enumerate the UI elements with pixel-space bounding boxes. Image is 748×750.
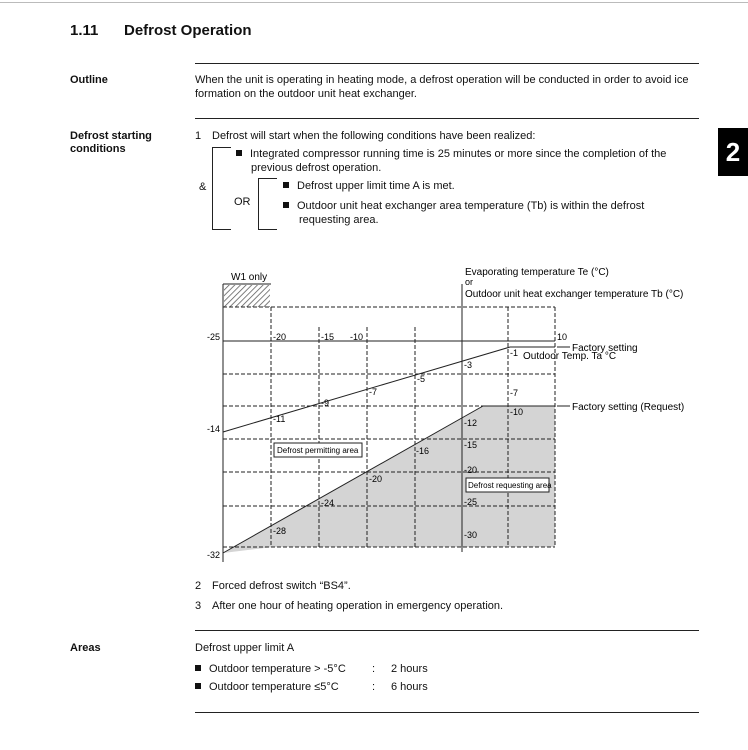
section-number: 1.11 — [70, 22, 99, 39]
tb-tick: -20 — [464, 465, 478, 475]
point-label: -5 — [417, 374, 426, 384]
x-tick: 10 — [557, 332, 568, 342]
and-bracket — [212, 147, 231, 230]
point-label: -1 — [510, 348, 519, 358]
point-label: -10 — [510, 407, 524, 417]
permit-area-label: Defrost permitting area — [277, 446, 359, 455]
condition-tb — [283, 200, 644, 213]
ylabel-line1: Evaporating temperature Te (°C) — [465, 267, 609, 278]
areas-row-cond: Outdoor temperature ≤5°C — [209, 681, 339, 693]
item3-number: 3 — [195, 600, 202, 612]
areas-row — [195, 663, 346, 676]
point-label: -12 — [464, 418, 478, 428]
item2-text: Forced defrost switch “BS4”. — [212, 580, 351, 592]
x-tick: -20 — [273, 332, 287, 342]
condition-upper-limit — [283, 180, 455, 193]
y-tick: -32 — [207, 550, 221, 560]
starting-label — [70, 130, 152, 156]
item1-text: Defrost will start when the following conditions have been realized: — [212, 130, 536, 142]
areas-row-sep: : — [372, 681, 376, 693]
x-tick: -10 — [350, 332, 364, 342]
bullet-icon — [283, 202, 289, 208]
point-label: -11 — [273, 414, 286, 424]
areas-label: Areas — [70, 642, 101, 654]
point-label: -16 — [416, 446, 430, 456]
point-label: -28 — [273, 526, 287, 536]
cond1-line2: previous defrost operation. — [251, 162, 382, 174]
outline-text-line1: When the unit is operating in heating mode, a defrost operation will be conducted in order to avoid ice — [195, 74, 689, 86]
areas-row — [195, 681, 339, 694]
areas-title: Defrost upper limit A — [195, 642, 295, 654]
ylabel-line3: Outdoor unit heat exchanger temperature Tb (°C) — [465, 289, 684, 300]
point-label: -7 — [510, 388, 519, 398]
divider — [195, 63, 699, 64]
item1-number: 1 — [195, 130, 202, 142]
point-label: -20 — [369, 474, 383, 484]
request-area-label: Defrost requesting area — [468, 481, 552, 490]
bullet-icon — [283, 182, 289, 188]
starting-label-line1: Defrost starting — [70, 130, 152, 142]
factory-request-label: Factory setting (Request) — [572, 402, 685, 413]
condition-compressor-time — [236, 148, 666, 161]
areas-row-value: 2 hours — [391, 663, 428, 675]
outline-label: Outline — [70, 74, 108, 86]
x-tick: -15 — [321, 332, 335, 342]
divider — [195, 712, 699, 713]
outline-text-line2: formation on the outdoor unit heat exchanger. — [195, 88, 417, 100]
bullet-icon — [195, 683, 201, 689]
chapter-tab: 2 — [718, 128, 748, 176]
cond1-line1: Integrated compressor running time is 25 minutes or more since the completion of the — [250, 148, 667, 160]
tb-tick: -15 — [464, 440, 478, 450]
cond2-text: Defrost upper limit time A is met. — [297, 180, 455, 192]
y-tick: -14 — [207, 424, 221, 434]
ylabel-line2: or — [465, 277, 474, 287]
cond3-line2: requesting area. — [299, 214, 379, 226]
point-label: -7 — [369, 387, 378, 397]
w1-hatch — [224, 285, 270, 307]
section-title: Defrost Operation — [124, 22, 252, 39]
w1-label: W1 only — [231, 272, 268, 283]
point-label: -9 — [321, 398, 330, 408]
y-tick: -25 — [207, 332, 221, 342]
point-label: -3 — [464, 360, 473, 370]
tb-tick: -30 — [464, 530, 478, 540]
bullet-icon — [236, 150, 242, 156]
defrost-chart — [195, 262, 705, 572]
cond3-line1: Outdoor unit heat exchanger area temperature (Tb) is within the defrost — [297, 200, 645, 212]
areas-row-cond: Outdoor temperature > -5°C — [209, 663, 346, 675]
top-border — [0, 2, 748, 3]
item2-number: 2 — [195, 580, 202, 592]
areas-row-value: 6 hours — [391, 681, 428, 693]
tb-tick: -25 — [464, 497, 478, 507]
or-label: OR — [234, 196, 251, 208]
point-label: -24 — [321, 498, 335, 508]
areas-row-sep: : — [372, 663, 376, 675]
and-label: & — [199, 181, 207, 193]
divider — [195, 118, 699, 119]
divider — [195, 630, 699, 631]
outdoor-temp-label: Outdoor Temp. Ta °C — [523, 351, 617, 362]
factory-setting-label: Factory setting — [572, 343, 638, 354]
bullet-icon — [195, 665, 201, 671]
item3-text: After one hour of heating operation in emergency operation. — [212, 600, 504, 612]
or-bracket — [258, 178, 277, 230]
section-heading — [70, 22, 252, 39]
starting-label-line2: conditions — [70, 143, 126, 155]
